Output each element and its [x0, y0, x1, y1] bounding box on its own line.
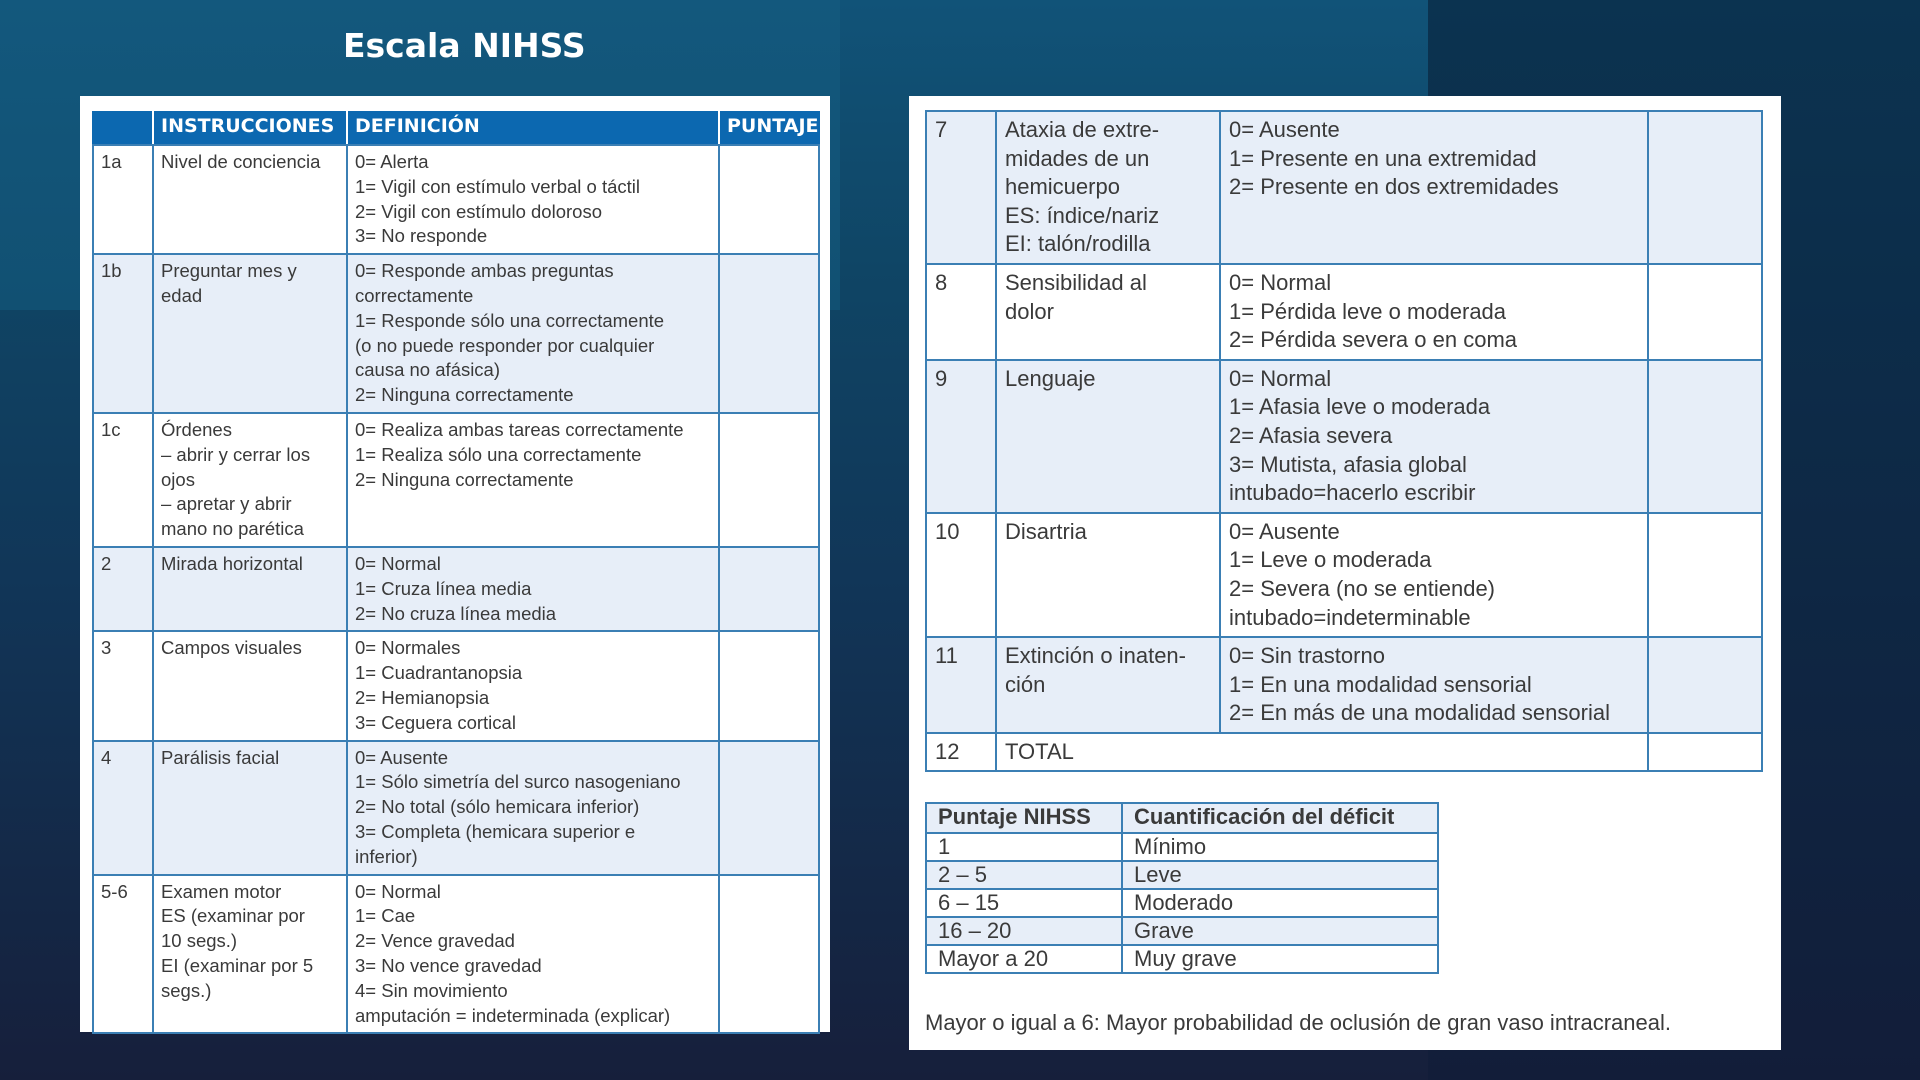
- table-row: [93, 741, 819, 875]
- table-row: [926, 513, 1762, 637]
- item-instruction: Lenguaje: [996, 360, 1220, 513]
- deficit-level: Leve: [1122, 861, 1438, 889]
- item-id: 1b: [93, 254, 153, 413]
- item-score: [1648, 637, 1762, 733]
- item-score: [719, 254, 819, 413]
- item-instruction: Nivel de conciencia: [153, 145, 347, 254]
- table-row: [926, 360, 1762, 513]
- table-row: [926, 889, 1438, 917]
- item-id: 1c: [93, 413, 153, 547]
- item-definition: 0= Ausente 1= Presente en una extremidad 2= Presente en dos extremidades: [1220, 111, 1648, 264]
- header-instructions: INSTRUCCIONES: [153, 111, 347, 145]
- score-range: 1: [926, 833, 1122, 861]
- item-definition: 0= Normal 1= Cae 2= Vence gravedad 3= No vence gravedad 4= Sin movimiento amputación = indeterminada (explicar): [347, 875, 719, 1034]
- item-score: [719, 145, 819, 254]
- item-score: [719, 547, 819, 631]
- item-definition: 0= Normal 1= Cruza línea media 2= No cruza línea media: [347, 547, 719, 631]
- item-instruction: Mirada horizontal: [153, 547, 347, 631]
- item-id: 3: [93, 631, 153, 740]
- item-score: [1648, 111, 1762, 264]
- item-instruction: Extinción o inaten- ción: [996, 637, 1220, 733]
- deficit-level: Mínimo: [1122, 833, 1438, 861]
- left-table-panel: [80, 96, 830, 1032]
- item-id: 12: [926, 733, 996, 772]
- deficit-level: Moderado: [1122, 889, 1438, 917]
- item-definition: 0= Normales 1= Cuadrantanopsia 2= Hemianopsia 3= Ceguera cortical: [347, 631, 719, 740]
- item-definition: 0= Ausente 1= Leve o moderada 2= Severa (no se entiende) intubado=indeterminable: [1220, 513, 1648, 637]
- score-header-row: [926, 803, 1438, 833]
- table-row: [93, 547, 819, 631]
- table-row: [926, 833, 1438, 861]
- header-score: PUNTAJE: [719, 111, 819, 145]
- score-range: 2 – 5: [926, 861, 1122, 889]
- item-instruction: Examen motor ES (examinar por 10 segs.) EI (examinar por 5 segs.): [153, 875, 347, 1034]
- item-definition: 0= Alerta 1= Vigil con estímulo verbal o táctil 2= Vigil con estímulo doloroso 3= No responde: [347, 145, 719, 254]
- total-score: [1648, 733, 1762, 772]
- table-row: [926, 861, 1438, 889]
- item-instruction: Sensibilidad al dolor: [996, 264, 1220, 360]
- total-label: TOTAL: [996, 733, 1648, 772]
- score-range: 6 – 15: [926, 889, 1122, 917]
- item-instruction: Parálisis facial: [153, 741, 347, 875]
- table-row: [926, 945, 1438, 973]
- item-id: 4: [93, 741, 153, 875]
- table-row-total: [926, 733, 1762, 772]
- table-row: [93, 631, 819, 740]
- deficit-level: Grave: [1122, 917, 1438, 945]
- item-instruction: Disartria: [996, 513, 1220, 637]
- table-row: [93, 875, 819, 1034]
- score-range: 16 – 20: [926, 917, 1122, 945]
- item-score: [719, 631, 819, 740]
- slide-title: Escala NIHSS: [343, 26, 586, 65]
- header-item: [93, 111, 153, 145]
- item-score: [719, 741, 819, 875]
- item-instruction: Preguntar mes y edad: [153, 254, 347, 413]
- table-row: [926, 111, 1762, 264]
- header-definition: DEFINICIÓN: [347, 111, 719, 145]
- table-row: [926, 917, 1438, 945]
- item-definition: 0= Sin trastorno 1= En una modalidad sensorial 2= En más de una modalidad sensorial: [1220, 637, 1648, 733]
- item-score: [1648, 513, 1762, 637]
- item-score: [1648, 264, 1762, 360]
- nihss-table-part2: [925, 110, 1763, 772]
- item-definition: 0= Realiza ambas tareas correctamente 1= Realiza sólo una correctamente 2= Ninguna correctamente: [347, 413, 719, 547]
- item-id: 7: [926, 111, 996, 264]
- deficit-level: Muy grave: [1122, 945, 1438, 973]
- item-id: 9: [926, 360, 996, 513]
- table-row: [926, 264, 1762, 360]
- item-id: 1a: [93, 145, 153, 254]
- table-header-row: [93, 111, 819, 145]
- right-table-panel: [909, 96, 1781, 1050]
- header-nihss-score: Puntaje NIHSS: [926, 803, 1122, 833]
- table-row: [93, 254, 819, 413]
- nihss-table-part1: [92, 111, 820, 1034]
- item-id: 11: [926, 637, 996, 733]
- table-row: [93, 413, 819, 547]
- table-row: [93, 145, 819, 254]
- header-deficit: Cuantificación del déficit: [1122, 803, 1438, 833]
- item-id: 2: [93, 547, 153, 631]
- item-definition: 0= Normal 1= Afasia leve o moderada 2= Afasia severa 3= Mutista, afasia global intubado=hacerlo escribir: [1220, 360, 1648, 513]
- item-id: 8: [926, 264, 996, 360]
- item-definition: 0= Ausente 1= Sólo simetría del surco nasogeniano 2= No total (sólo hemicara inferior) 3= Completa (hemicara superior e inferior): [347, 741, 719, 875]
- item-score: [719, 875, 819, 1034]
- item-instruction: Campos visuales: [153, 631, 347, 740]
- item-score: [719, 413, 819, 547]
- footnote: Mayor o igual a 6: Mayor probabilidad de oclusión de gran vaso intracraneal.: [925, 1010, 1671, 1035]
- item-instruction: Órdenes – abrir y cerrar los ojos – apretar y abrir mano no parética: [153, 413, 347, 547]
- table-row: [926, 637, 1762, 733]
- score-range: Mayor a 20: [926, 945, 1122, 973]
- item-definition: 0= Normal 1= Pérdida leve o moderada 2= Pérdida severa o en coma: [1220, 264, 1648, 360]
- item-score: [1648, 360, 1762, 513]
- item-definition: 0= Responde ambas preguntas correctamente 1= Responde sólo una correctamente (o no puede responder por cualquier causa no afásica) 2= Ninguna correctamente: [347, 254, 719, 413]
- item-id: 10: [926, 513, 996, 637]
- item-instruction: Ataxia de extre- midades de un hemicuerpo ES: índice/nariz EI: talón/rodilla: [996, 111, 1220, 264]
- score-quantification-table: [925, 802, 1439, 974]
- item-id: 5-6: [93, 875, 153, 1034]
